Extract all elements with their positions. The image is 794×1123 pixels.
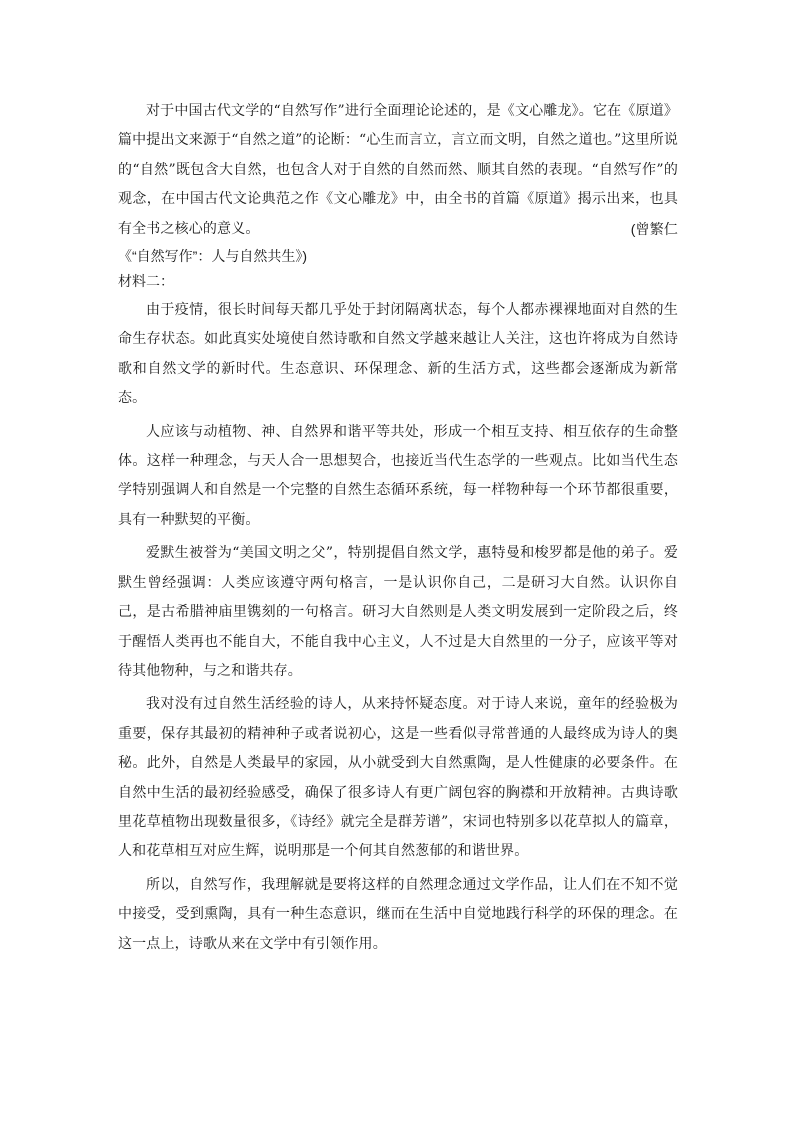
source-citation-part2: 《“自然写作”：人与自然共生》): [118, 248, 307, 265]
material-one-paragraph: [118, 97, 678, 244]
paragraph: 所以，自然写作，我理解就是要将这样的自然理念通过文学作品，让人们在不知不觉中接受，受到熏陶，具有一种生态意识，继而在生活中自觉地践行科学的环保的理念。在这一点上，诗歌从来在文学中有引领作用。: [118, 876, 678, 952]
paragraph: 人应该与动植物、神、自然界和谐平等共处，形成一个相互支持、相互依存的生命整体。这样一种理念，与天人合一思想契合，也接近当代生态学的一些观点。比如当代生态学特别强调人和自然是一个完整的自然生态循环系统，每一样物种每一个环节都很重要，具有一种默契的平衡。: [118, 423, 678, 528]
paragraph: 爱默生被誉为“美国文明之父”，特别提倡自然文学，惠特曼和梭罗都是他的弟子。爱默生曾经强调：人类应该遵守两句格言，一是认识你自己，二是研习大自然。认识你自己，是古希腊神庙里镌刻的一句格言。研习大自然则是人类文明发展到一定阶段之后，终于醒悟人类再也不能自大，不能自我中心主义，人不过是大自然里的一分子，应该平等对待其他物种，与之和谐共存。: [118, 545, 678, 679]
source-citation-part1: (曾繁仁: [630, 220, 678, 237]
material-two-heading: 材料二：: [118, 273, 174, 290]
document-page: [118, 97, 678, 959]
paragraph: 由于疫情，很长时间每天都几乎处于封闭隔离状态，每个人都赤裸裸地面对自然的生命生存状态。如此真实处境使自然诗歌和自然文学越来越让人关注，这也许将成为自然诗歌和自然文学的新时代。生态意识、环保理念、新的生活方式，这些都会逐渐成为新常态。: [118, 302, 678, 407]
paragraph: 我对没有过自然生活经验的诗人，从来持怀疑态度。对于诗人来说，童年的经验极为重要，保存其最初的精神种子或者说初心，这是一些看似寻常普通的人最终成为诗人的奥秘。此外，自然是人类最早的家园，从小就受到大自然熏陶，是人性健康的必要条件。在自然中生活的最初经验感受，确保了很多诗人有更广阔包容的胸襟和开放精神。古典诗歌里花草植物出现数量很多，《诗经》就完全是群芳谱”，宋词也特别多以花草拟人的篇章，人和花草相互对应生辉，说明那是一个何其自然葱郁的和谐世界。: [118, 696, 678, 860]
material-one-text: 对于中国古代文学的“自然写作”进行全面理论论述的，是《文心雕龙》。它在《原道》篇中提出文来源于“自然之道”的论断：“心生而言立，言立而文明，自然之道也。”这里所说的“自然”既包含大自然，也包含人对于自然的自然而然、顺其自然的表现。“自然写作”的观念，在中国古代文论典范之作《文心雕龙》中，由全书的首篇《原道》揭示出来，也具有全书之核心的意义。: [118, 103, 678, 237]
